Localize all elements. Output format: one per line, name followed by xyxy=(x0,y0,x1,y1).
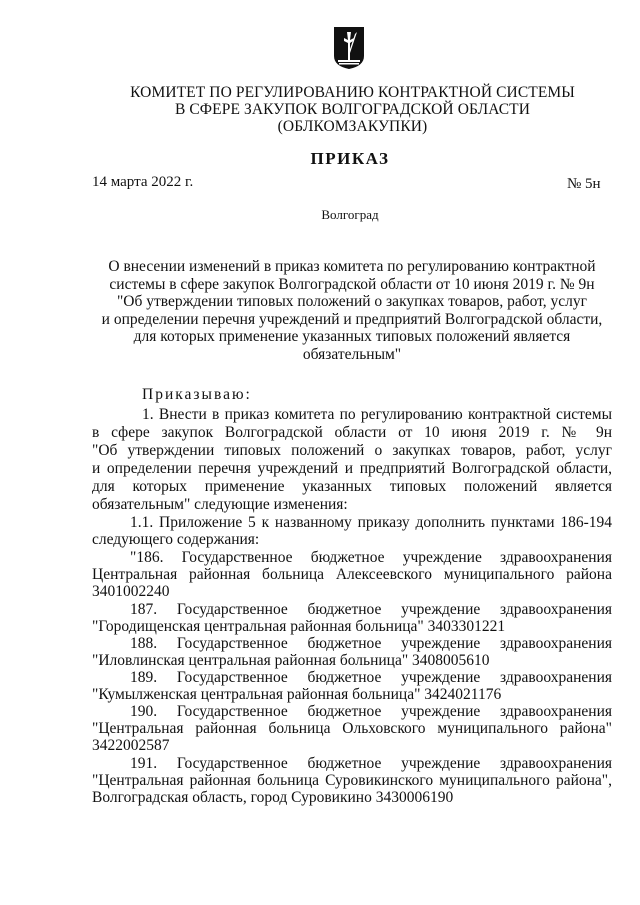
body-line: "Иловлинская центральная районная больница" 3408005610 xyxy=(92,652,490,669)
subject-line: "Об утверждении типовых положений о закупках товаров, работ, услуг xyxy=(116,293,587,310)
subject-line: для которых применение указанных типовых положений является xyxy=(133,328,571,345)
body-line: Центральная районная больница Алексеевского муниципального района xyxy=(92,566,612,583)
body-line: 187. Государственное бюджетное учреждение здравоохранения xyxy=(130,601,612,618)
subject-line: и определении перечня учреждений и предприятий Волгоградской области, xyxy=(101,310,603,328)
body-line: для которых применение указанных типовых положений является xyxy=(92,478,612,495)
body-line: "Центральная районная больница Ольховского муниципального района" xyxy=(92,720,612,737)
header-line-3: (ОБЛКОМЗАКУПКИ) xyxy=(277,118,428,135)
header-line-2: В СФЕРЕ ЗАКУПОК ВОЛГОГРАДСКОЙ ОБЛАСТИ xyxy=(174,101,531,118)
body-line: 188. Государственное бюджетное учреждение здравоохранения xyxy=(130,635,612,652)
order-city: Волгоград xyxy=(321,207,379,222)
order-date: 14 марта 2022 г. xyxy=(92,174,194,190)
header-line-1: КОМИТЕТ ПО РЕГУЛИРОВАНИЮ КОНТРАКТНОЙ СИСТЕМЫ xyxy=(130,84,575,101)
body-line: "Городищенская центральная районная больница" 3403301221 xyxy=(92,618,506,635)
committee-header xyxy=(120,84,585,135)
body-line: Волгоградская область, город Суровикино 3430006190 xyxy=(92,789,454,806)
body-line: 3401002240 xyxy=(92,583,170,600)
prikazyvayu: Приказываю: xyxy=(142,386,252,403)
subject-line: обязательным" xyxy=(302,345,402,363)
body-line: 3422002587 xyxy=(92,737,170,754)
body-line: 191. Государственное бюджетное учреждение здравоохранения xyxy=(130,755,612,772)
body-line: "Центральная районная больница Суровикинского муниципального района", xyxy=(92,772,612,789)
body-line: "Об утверждении типовых положений о закупках товаров, работ, услуг xyxy=(92,442,612,459)
body-line: 189. Государственное бюджетное учреждение здравоохранения xyxy=(130,669,612,686)
volgograd-emblem-icon xyxy=(333,26,365,70)
order-subject xyxy=(92,258,612,363)
subject-line: О внесении изменений в приказ комитета по регулированию контрактной xyxy=(108,258,596,275)
body-line: обязательным" следующие изменения: xyxy=(92,496,348,513)
subject-line: системы в сфере закупок Волгоградской области от 10 июня 2019 г. № 9н xyxy=(109,275,595,293)
body-line: следующего содержания: xyxy=(92,531,260,548)
body-line: 1.1. Приложение 5 к названному приказу дополнить пунктами 186-194 xyxy=(130,514,612,531)
body-line: "Кумылженская центральная районная больница" 3424021176 xyxy=(92,686,502,703)
body-line: 1. Внести в приказ комитета по регулированию контрактной системы xyxy=(142,406,612,423)
body-line: и определении перечня учреждений и предприятий Волгоградской области, xyxy=(92,460,612,477)
body-line: 190. Государственное бюджетное учреждение здравоохранения xyxy=(130,703,612,720)
order-number: № 5н xyxy=(567,176,601,192)
body-line: "186. Государственное бюджетное учреждение здравоохранения xyxy=(130,549,612,566)
body-line: в сфере закупок Волгоградской области от 10 июня 2019 г. № 9н xyxy=(92,424,612,441)
order-title: ПРИКАЗ xyxy=(310,149,390,168)
